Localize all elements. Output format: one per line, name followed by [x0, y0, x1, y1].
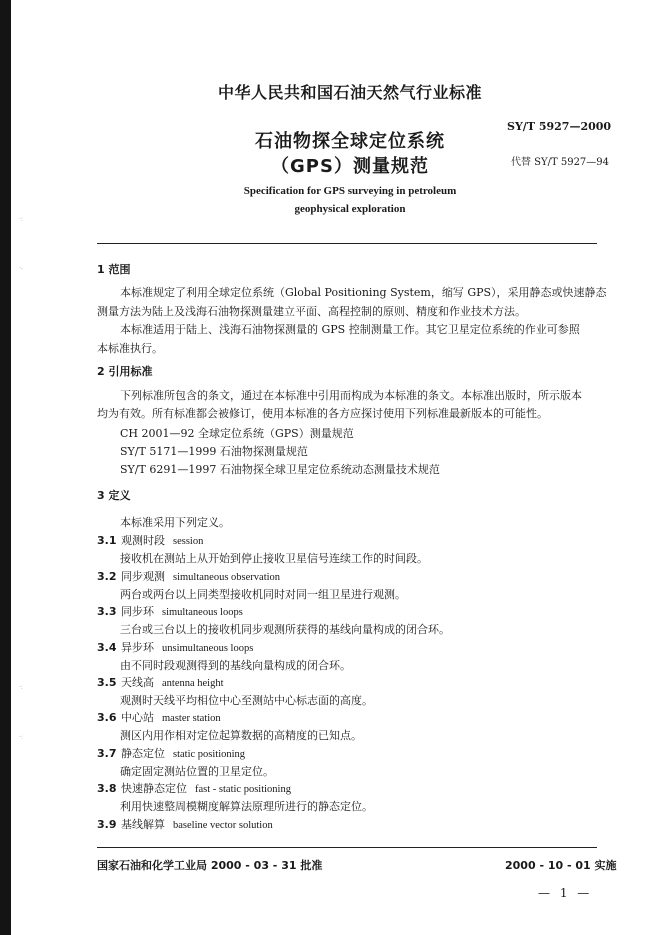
section-1-para-1b: 测量方法为陆上及浅海石油物探测量建立平面、高程控制的原则、精度和作业技术方法。 — [97, 305, 526, 318]
term-number: 3.4 — [97, 641, 117, 654]
section-2-para-1b: 均为有效。所有标准都会被修订，使用本标准的各方应探讨使用下列标准最新版本的可能性。 — [97, 407, 548, 420]
section-3-intro: 本标准采用下列定义。 — [120, 516, 230, 529]
term-heading — [97, 639, 253, 655]
term-number: 3.7 — [97, 747, 117, 760]
term-name-zh: 同步观测 — [121, 570, 165, 583]
term-name-zh: 基线解算 — [121, 818, 165, 831]
term-number: 3.5 — [97, 676, 117, 689]
term-definition: 接收机在测站上从开始到停止接收卫星信号连续工作的时间段。 — [120, 552, 428, 565]
term-number: 3.2 — [97, 570, 117, 583]
term-name-en: unsimultaneous loops — [162, 643, 254, 654]
section-1-heading: 1 范围 — [97, 263, 131, 276]
effective-date: 2000 - 10 - 01 实施 — [505, 859, 617, 872]
standard-code: SY/T 5927—2000 — [507, 120, 612, 133]
term-definition: 确定固定测站位置的卫星定位。 — [120, 765, 274, 778]
section-1-para-2a: 本标准适用于陆上、浅海石油物探测量的 GPS 控制测量工作。其它卫星定位系统的作业可参照 — [120, 323, 580, 336]
term-definition: 观测时天线平均相位中心至测站中心标志面的高度。 — [120, 694, 373, 707]
term-heading — [97, 532, 203, 548]
scan-edge — [0, 0, 11, 935]
term-number: 3.3 — [97, 605, 117, 618]
term-name-en: master station — [162, 713, 221, 724]
scan-speck: ·- — [19, 265, 24, 272]
scan-speck: ·: — [19, 216, 23, 223]
term-heading — [97, 780, 291, 796]
term-number: 3.9 — [97, 818, 117, 831]
term-name-zh: 异步环 — [121, 641, 154, 654]
issuing-organization: 中华人民共和国石油天然气行业标准 — [217, 83, 482, 102]
term-name-en: static positioning — [173, 749, 246, 760]
term-name-zh: 天线高 — [121, 676, 154, 689]
term-definition: 利用快速整周模糊度解算法原理所进行的静态定位。 — [120, 800, 373, 813]
approval-date: 国家石油和化学工业局 2000 - 03 - 31 批准 — [97, 859, 323, 872]
term-name-zh: 同步环 — [121, 605, 154, 618]
term-number: 3.1 — [97, 534, 117, 547]
term-heading — [97, 674, 224, 690]
term-name-en: baseline vector solution — [173, 820, 273, 831]
term-heading — [97, 603, 243, 619]
term-name-en: fast - static positioning — [195, 784, 291, 795]
reference-item: SY/T 6291—1997 石油物探全球卫星定位系统动态测量技术规范 — [120, 463, 440, 476]
title-line-2: （GPS）测量规范 — [271, 156, 429, 177]
term-name-en: session — [173, 536, 204, 547]
section-1-para-1a: 本标准规定了利用全球定位系统（Global Positioning System，缩写 GPS），采用静态或快速静态 — [120, 286, 607, 299]
term-definition: 两台或两台以上同类型接收机同时对同一组卫星进行观测。 — [120, 588, 406, 601]
english-title-line-2: geophysical exploration — [294, 203, 406, 215]
header-divider — [97, 243, 597, 244]
english-title-line-1: Specification for GPS surveying in petroleum — [243, 185, 457, 197]
term-name-zh: 中心站 — [121, 711, 154, 724]
section-3-heading: 3 定义 — [97, 489, 131, 502]
term-number: 3.6 — [97, 711, 117, 724]
scan-speck: ·: — [19, 734, 23, 741]
section-1-para-2b: 本标准执行。 — [97, 342, 163, 355]
term-heading — [97, 745, 245, 761]
term-heading — [97, 709, 221, 725]
title-line-1: 石油物探全球定位系统 — [255, 131, 445, 152]
term-name-en: simultaneous loops — [162, 607, 243, 618]
term-name-en: antenna height — [162, 678, 224, 689]
term-number: 3.8 — [97, 782, 117, 795]
footer-divider — [97, 847, 597, 848]
reference-item: CH 2001—92 全球定位系统（GPS）测量规范 — [120, 427, 354, 440]
term-name-zh: 快速静态定位 — [121, 782, 187, 795]
section-2-heading: 2 引用标准 — [97, 365, 153, 378]
term-name-zh: 观测时段 — [121, 534, 165, 547]
term-definition: 测区内用作相对定位起算数据的高精度的已知点。 — [120, 729, 362, 742]
term-heading — [97, 816, 273, 832]
section-2-para-1a: 下列标准所包含的条文，通过在本标准中引用而构成为本标准的条文。本标准出版时，所示版本 — [120, 389, 582, 402]
reference-item: SY/T 5171—1999 石油物探测量规范 — [120, 445, 308, 458]
term-name-zh: 静态定位 — [121, 747, 165, 760]
term-definition: 由不同时段观测得到的基线向量构成的闭合环。 — [120, 659, 351, 672]
scan-speck: ·: — [19, 684, 23, 691]
term-definition: 三台或三台以上的接收机同步观测所获得的基线向量构成的闭合环。 — [120, 623, 450, 636]
term-heading — [97, 568, 280, 584]
term-name-en: simultaneous observation — [173, 572, 281, 583]
page-number: — 1 — — [538, 886, 593, 900]
replaces-note: 代替 SY/T 5927—94 — [511, 157, 610, 168]
